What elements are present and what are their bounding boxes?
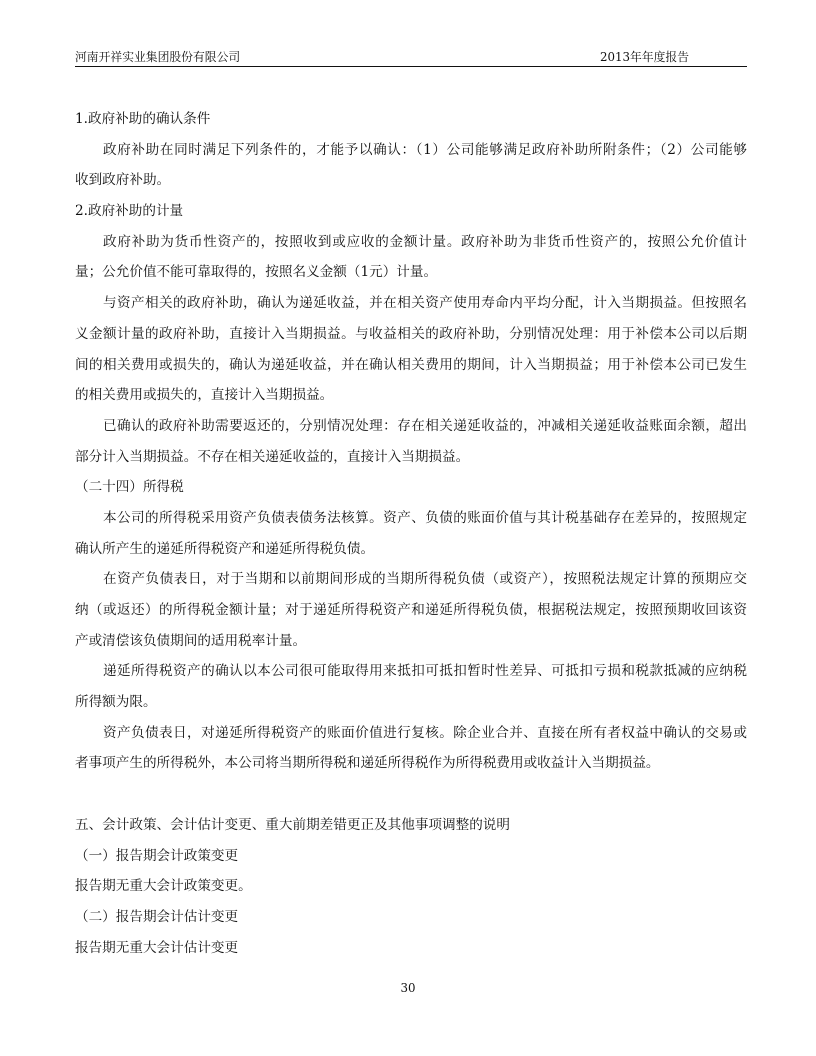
paragraph-line: 纳（或返还）的所得税金额计量；对于递延所得税资产和递延所得税负债，根据税法规定，按照预期收回该资 — [75, 602, 747, 618]
paragraph-line: 政府补助在同时满足下列条件的，才能予以确认：（1）公司能够满足政府补助所附条件；（2）公司能够 — [103, 141, 747, 158]
paragraph-line: 收到政府补助。 — [75, 172, 171, 189]
paragraph-line: 本公司的所得税采用资产负债表债务法核算。资产、负债的账面价值与其计税基础存在差异的，按照规定 — [103, 509, 747, 526]
subsection-heading: 1.政府补助的确认条件 — [75, 111, 211, 127]
paragraph-line: 政府补助为货币性资产的，按照收到或应收的金额计量。政府补助为非货币性资产的，按照公允价值计 — [103, 233, 747, 250]
paragraph-line: 报告期无重大会计政策变更。 — [75, 878, 252, 895]
paragraph-line: 的相关费用或损失的，直接计入当期损益。 — [75, 387, 334, 404]
paragraph-line: 已确认的政府补助需要返还的，分别情况处理：存在相关递延收益的，冲减相关递延收益账面余额，超出 — [103, 417, 747, 434]
blank-line — [75, 779, 747, 810]
header-rule — [75, 66, 747, 67]
chapter-heading: 五、会计政策、会计估计变更、重大前期差错更正及其他事项调整的说明 — [75, 816, 510, 833]
paragraph-line: 部分计入当期损益。不存在相关递延收益的，直接计入当期损益。 — [75, 448, 470, 465]
report-title: 2013年年度报告 — [600, 50, 690, 64]
paragraph-line: 产或清偿该负债期间的适用税率计量。 — [75, 632, 307, 649]
paragraph-line: 与资产相关的政府补助，确认为递延收益，并在相关资产使用寿命内平均分配，计入当期损益。但按照名 — [103, 295, 747, 312]
paragraph-line: 量；公允价值不能可靠取得的，按照名义金额（1元）计量。 — [75, 264, 438, 281]
paragraph-line: 在资产负债表日，对于当期和以前期间形成的当期所得税负债（或资产），按照税法规定计算的预期应交 — [103, 571, 747, 588]
paragraph-line: 报告期无重大会计估计变更 — [75, 939, 239, 956]
paragraph-line: 确认所产生的递延所得税资产和递延所得税负债。 — [75, 540, 375, 557]
paragraph-line: 义金额计量的政府补助，直接计入当期损益。与收益相关的政府补助，分别情况处理：用于补偿本公司以后期 — [75, 325, 747, 342]
paragraph-line: 间的相关费用或损失的，确认为递延收益，并在确认相关费用的期间，计入当期损益；用于补偿本公司已发生 — [75, 356, 747, 373]
paragraph-line: 递延所得税资产的确认以本公司很可能取得用来抵扣可抵扣暂时性差异、可抵扣亏损和税款抵减的应纳税 — [103, 663, 747, 680]
section-heading: （二十四）所得税 — [75, 479, 184, 496]
paragraph-line: 所得额为限。 — [75, 694, 157, 711]
paragraph-line: 者事项产生的所得税外，本公司将当期所得税和递延所得税作为所得税费用或收益计入当期损益。 — [75, 755, 660, 772]
paragraph-line: 资产负债表日，对递延所得税资产的账面价值进行复核。除企业合并、直接在所有者权益中确认的交易或 — [103, 724, 747, 741]
page-number: 30 — [400, 981, 416, 995]
company-name: 河南开祥实业集团股份有限公司 — [75, 50, 241, 64]
section-heading: （二）报告期会计估计变更 — [75, 908, 239, 925]
subsection-heading: 2.政府补助的计量 — [75, 203, 184, 220]
page-body — [75, 104, 747, 963]
section-heading: （一）报告期会计政策变更 — [75, 847, 239, 864]
